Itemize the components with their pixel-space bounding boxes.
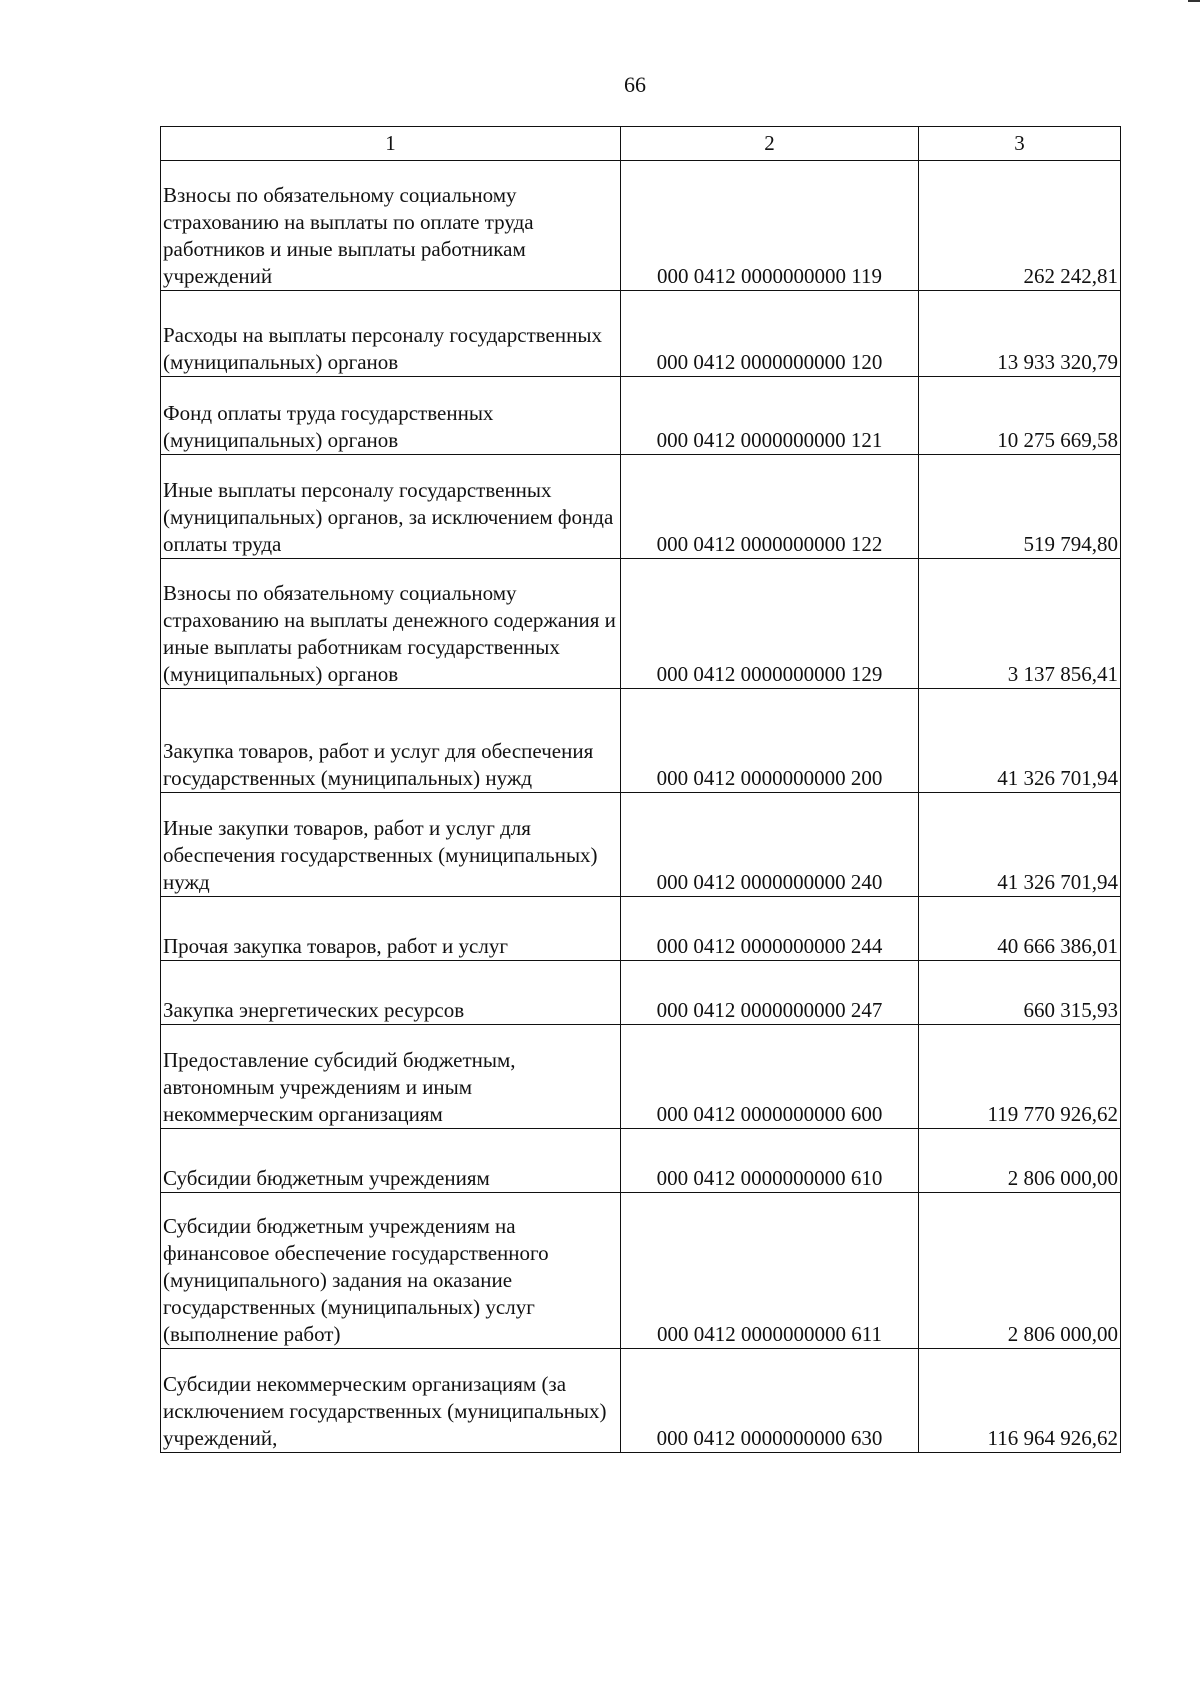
row-name: Предоставление субсидий бюджетным, автономным учреждениям и иным некоммерческим организациям <box>161 1025 621 1129</box>
column-header-3: 3 <box>919 127 1121 161</box>
table-row <box>161 1025 1121 1129</box>
page-corner-mark <box>1188 0 1200 42</box>
row-amount: 519 794,80 <box>919 455 1121 559</box>
table-header-row <box>161 127 1121 161</box>
row-name: Закупка товаров, работ и услуг для обеспечения государственных (муниципальных) нужд <box>161 689 621 793</box>
row-name: Расходы на выплаты персоналу государственных (муниципальных) органов <box>161 291 621 377</box>
table-row <box>161 559 1121 689</box>
table-row <box>161 1193 1121 1349</box>
row-name: Взносы по обязательному социальному страхованию на выплаты по оплате труда работников и иные выплаты работникам учреждений <box>161 161 621 291</box>
table-row <box>161 793 1121 897</box>
table-row <box>161 961 1121 1025</box>
row-amount: 116 964 926,62 <box>919 1349 1121 1453</box>
table-row <box>161 291 1121 377</box>
row-amount: 41 326 701,94 <box>919 793 1121 897</box>
table-row <box>161 1129 1121 1193</box>
table-row <box>161 897 1121 961</box>
row-amount: 660 315,93 <box>919 961 1121 1025</box>
row-code: 000 0412 0000000000 247 <box>621 961 919 1025</box>
row-code: 000 0412 0000000000 610 <box>621 1129 919 1193</box>
table-body <box>161 161 1121 1453</box>
column-header-1: 1 <box>161 127 621 161</box>
row-name: Закупка энергетических ресурсов <box>161 961 621 1025</box>
row-amount: 10 275 669,58 <box>919 377 1121 455</box>
row-name: Прочая закупка товаров, работ и услуг <box>161 897 621 961</box>
row-amount: 262 242,81 <box>919 161 1121 291</box>
table-row <box>161 377 1121 455</box>
row-name: Иные закупки товаров, работ и услуг для обеспечения государственных (муниципальных) нужд <box>161 793 621 897</box>
table-row <box>161 161 1121 291</box>
row-code: 000 0412 0000000000 200 <box>621 689 919 793</box>
column-header-2: 2 <box>621 127 919 161</box>
row-code: 000 0412 0000000000 129 <box>621 559 919 689</box>
table-row <box>161 455 1121 559</box>
row-code: 000 0412 0000000000 120 <box>621 291 919 377</box>
row-name: Субсидии бюджетным учреждениям на финансовое обеспечение государственного (муниципального) задания на оказание государственных (муниципальных) услуг (выполнение работ) <box>161 1193 621 1349</box>
row-amount: 41 326 701,94 <box>919 689 1121 793</box>
row-name: Субсидии бюджетным учреждениям <box>161 1129 621 1193</box>
row-code: 000 0412 0000000000 122 <box>621 455 919 559</box>
page-number: 66 <box>624 72 646 97</box>
row-code: 000 0412 0000000000 240 <box>621 793 919 897</box>
budget-table <box>160 126 1121 1453</box>
table-row <box>161 689 1121 793</box>
row-amount: 2 806 000,00 <box>919 1193 1121 1349</box>
row-amount: 119 770 926,62 <box>919 1025 1121 1129</box>
row-code: 000 0412 0000000000 600 <box>621 1025 919 1129</box>
row-name: Взносы по обязательному социальному страхованию на выплаты денежного содержания и иные выплаты работникам государственных (муниципальных) органов <box>161 559 621 689</box>
row-amount: 3 137 856,41 <box>919 559 1121 689</box>
row-code: 000 0412 0000000000 121 <box>621 377 919 455</box>
row-code: 000 0412 0000000000 244 <box>621 897 919 961</box>
row-name: Иные выплаты персоналу государственных (муниципальных) органов, за исключением фонда оплаты труда <box>161 455 621 559</box>
row-code: 000 0412 0000000000 611 <box>621 1193 919 1349</box>
row-code: 000 0412 0000000000 119 <box>621 161 919 291</box>
table-row <box>161 1349 1121 1453</box>
row-amount: 2 806 000,00 <box>919 1129 1121 1193</box>
row-amount: 40 666 386,01 <box>919 897 1121 961</box>
row-name: Фонд оплаты труда государственных (муниципальных) органов <box>161 377 621 455</box>
row-name: Субсидии некоммерческим организациям (за исключением государственных (муниципальных) учреждений, <box>161 1349 621 1453</box>
row-code: 000 0412 0000000000 630 <box>621 1349 919 1453</box>
row-amount: 13 933 320,79 <box>919 291 1121 377</box>
